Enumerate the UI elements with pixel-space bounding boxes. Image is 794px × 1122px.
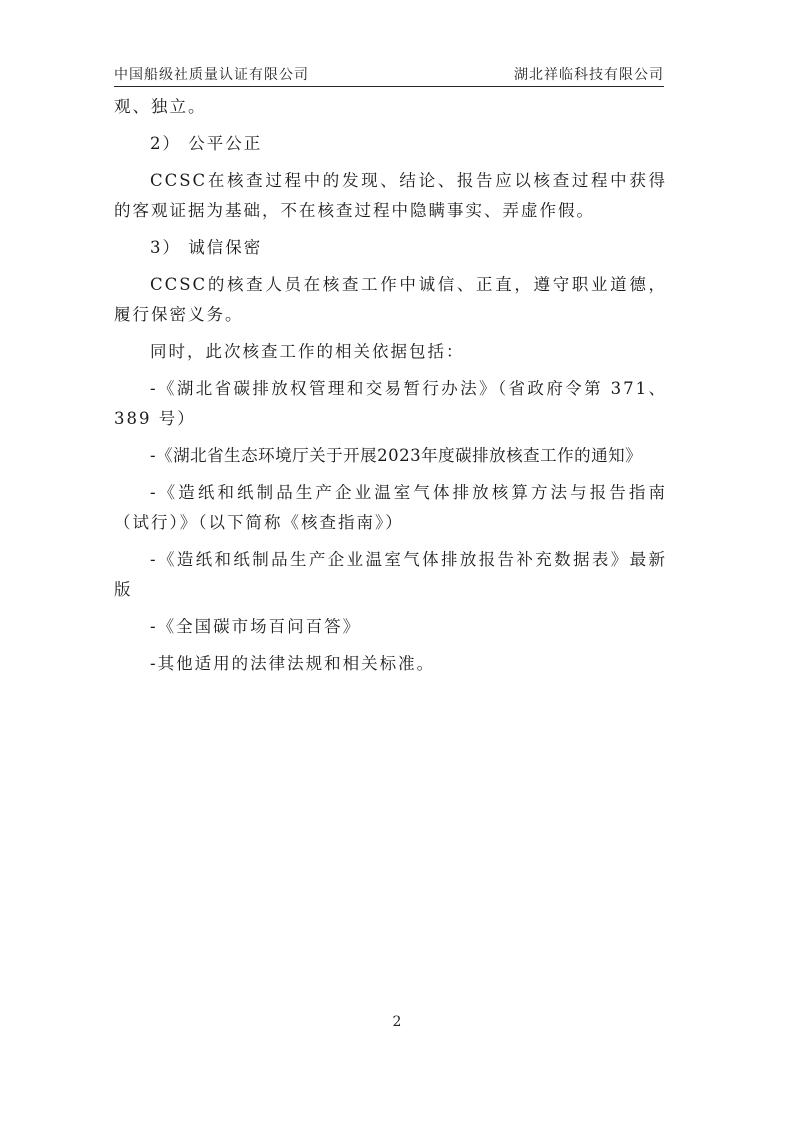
header-organization: 中国船级社质量认证有限公司 <box>114 67 309 83</box>
basis-item: -《湖北省碳排放权管理和交易暂行办法》（省政府令第 371、389 号） <box>114 379 667 428</box>
basis-item: -《造纸和纸制品生产企业温室气体排放核算方法与报告指南（试行）》（以下简称《核查指南》） <box>114 483 667 532</box>
paragraph-confidentiality: CCSC的核查人员在核查工作中诚信、正直，遵守职业道德，履行保密义务。 <box>114 275 667 324</box>
basis-item: -《造纸和纸制品生产企业温室气体排放报告补充数据表》最新版 <box>114 550 667 599</box>
basis-item: -《湖北省生态环境厅关于开展2023年度碳排放核查工作的通知》 <box>150 446 643 465</box>
page-header <box>114 60 664 87</box>
basis-item: -其他适用的法律法规和相关标准。 <box>150 654 436 673</box>
section-heading-fairness: 2） 公平公正 <box>150 134 263 153</box>
paragraph-continuation: 观、独立。 <box>114 97 207 116</box>
header-company: 湖北祥临科技有限公司 <box>514 67 664 83</box>
section-heading-confidentiality: 3） 诚信保密 <box>150 238 263 257</box>
paragraph-basis-intro: 同时，此次核查工作的相关依据包括： <box>150 342 465 361</box>
page-number: 2 <box>392 1014 402 1030</box>
document-body <box>114 92 667 686</box>
paragraph-fairness: CCSC在核查过程中的发现、结论、报告应以核查过程中获得的客观证据为基础，不在核查过程中隐瞒事实、弄虚作假。 <box>114 171 667 220</box>
basis-item: -《全国碳市场百问百答》 <box>150 617 362 636</box>
